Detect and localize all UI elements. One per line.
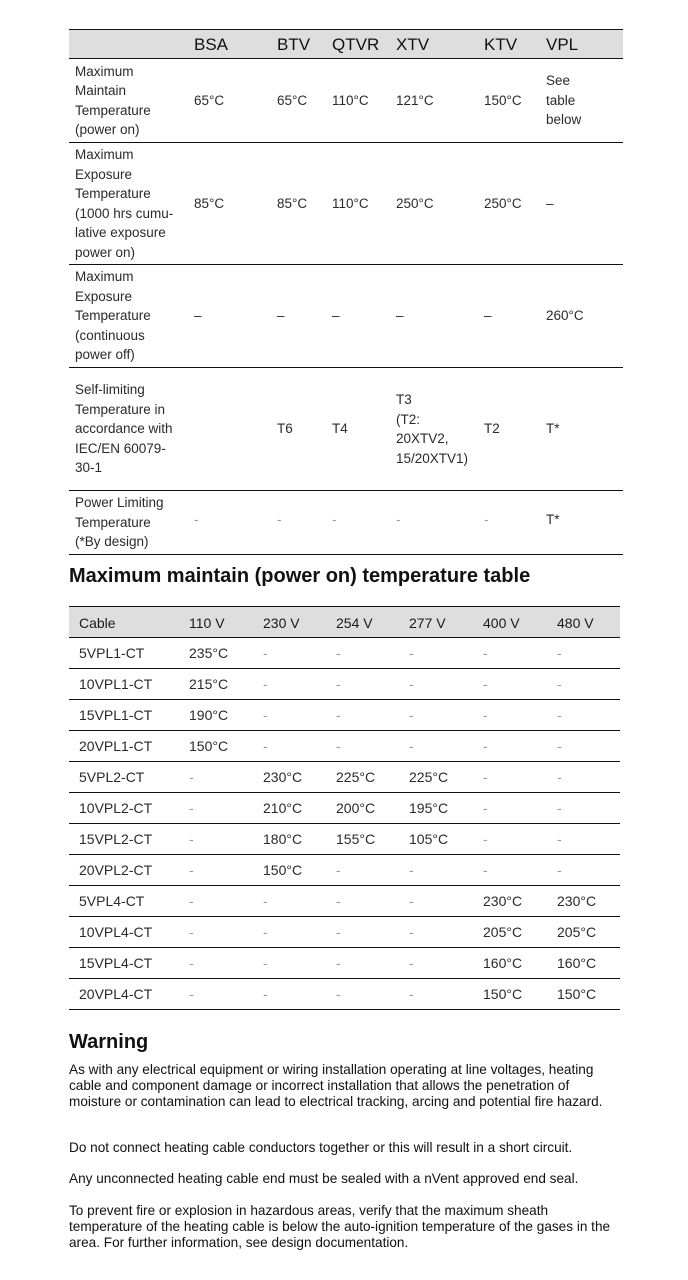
table-cell: - (483, 738, 488, 754)
table-cell: - (189, 924, 194, 940)
table-cell: - (263, 924, 268, 940)
table-cell: 121°C (396, 92, 434, 108)
table-cell: - (336, 707, 341, 723)
warning-paragraph: Any unconnected heating cable end must be sealed with a nVent approved end seal. (69, 1171, 579, 1186)
cable-name: 20VPL4-CT (79, 986, 153, 1002)
table-cell: - (483, 800, 488, 816)
table-cell: - (189, 831, 194, 847)
table-cell: 110°C (332, 195, 369, 211)
table-cell: - (194, 512, 199, 527)
table-cell: T6 (277, 421, 293, 437)
row-label: Self-limiting Temperature in accordance with IEC/EN 60079- 30-1 (75, 382, 173, 476)
table-cell: - (189, 986, 194, 1002)
table-cell: - (336, 986, 341, 1002)
table-cell: - (336, 676, 341, 692)
table-row (69, 59, 623, 143)
table-row (69, 265, 623, 368)
column-header: 110 V (189, 615, 225, 631)
table-cell: T4 (332, 421, 348, 437)
table-cell: - (409, 893, 414, 909)
table-row (69, 143, 623, 265)
table-cell: - (189, 800, 194, 816)
table-row (69, 731, 620, 762)
column-header-ktv: KTV (484, 35, 518, 54)
cable-name: 20VPL2-CT (79, 862, 153, 878)
table-cell: - (483, 769, 488, 785)
table-cell: 150°C (483, 986, 523, 1002)
table-cell: 230°C (263, 769, 303, 785)
table-row (69, 793, 620, 824)
table-cell: - (409, 924, 414, 940)
warning-paragraph: Do not connect heating cable conductors together or this will result in a short circuit. (69, 1140, 573, 1155)
column-header: 254 V (336, 615, 373, 631)
table-cell: 205°C (483, 924, 523, 940)
table-cell: - (409, 738, 414, 754)
table-cell: 210°C (263, 800, 303, 816)
table-cell: – (484, 308, 492, 324)
table-cell: – (194, 308, 202, 324)
row-label: Maximum Maintain Temperature (power on) (75, 63, 151, 137)
table-cell: - (483, 707, 488, 723)
table-row (69, 917, 620, 948)
table-cell: - (263, 707, 268, 723)
table-cell: 260°C (546, 308, 584, 324)
row-label: Maximum Exposure Temperature (continuous power off) (75, 269, 151, 363)
cable-name: 5VPL4-CT (79, 893, 145, 909)
cable-name: 5VPL2-CT (79, 769, 145, 785)
table-cell: T* (546, 421, 560, 437)
table-cell: 235°C (189, 645, 229, 661)
table-cell: – (277, 308, 285, 324)
table-cell: - (483, 676, 488, 692)
table-cell: 65°C (277, 92, 308, 108)
table-cell: - (557, 769, 562, 785)
section-title: Maximum maintain (power on) temperature table (69, 565, 531, 587)
table-cell: 85°C (277, 195, 308, 211)
column-header-qtvr: QTVR (332, 35, 380, 54)
table-cell: 160°C (557, 955, 597, 971)
column-header-btv: BTV (277, 35, 311, 54)
table-cell: - (336, 645, 341, 661)
table-cell: - (336, 955, 341, 971)
table-cell: - (409, 862, 414, 878)
table-cell: - (263, 955, 268, 971)
table-cell: - (189, 893, 194, 909)
table-row (69, 824, 620, 855)
table-cell: 215°C (189, 676, 229, 692)
table-row (69, 762, 620, 793)
table-row (69, 669, 620, 700)
table-row (69, 855, 620, 886)
cable-name: 15VPL2-CT (79, 831, 153, 847)
table-cell: - (557, 831, 562, 847)
column-header: 480 V (557, 615, 594, 631)
table-cell: 225°C (409, 769, 449, 785)
table-cell: - (409, 955, 414, 971)
table-cell: 85°C (194, 195, 225, 211)
table-cell: 205°C (557, 924, 597, 940)
table-cell: - (332, 512, 337, 527)
cable-name: 5VPL1-CT (79, 645, 145, 661)
table-cell: - (263, 676, 268, 692)
table-cell: - (557, 738, 562, 754)
cable-name: 20VPL1-CT (79, 738, 153, 754)
table-cell: - (409, 986, 414, 1002)
table-cell: 105°C (409, 831, 449, 847)
table-cell: - (277, 512, 282, 527)
table-cell: 155°C (336, 831, 376, 847)
cable-name: 10VPL4-CT (79, 924, 153, 940)
table-cell: 200°C (336, 800, 376, 816)
table-cell: T3 (T2: 20XTV2, 15/20XTV1) (396, 392, 469, 466)
table-cell: 230°C (483, 893, 523, 909)
table-cell: - (483, 831, 488, 847)
table-cell: - (336, 924, 341, 940)
table-cell: - (396, 512, 401, 527)
table-row (69, 979, 620, 1010)
table-cell: - (336, 862, 341, 878)
table-cell: T* (546, 512, 560, 527)
table-cell: - (263, 645, 268, 661)
table-cell: - (263, 893, 268, 909)
table-cell: 65°C (194, 92, 225, 108)
table-cell: - (557, 800, 562, 816)
table-cell: T2 (484, 421, 500, 437)
cable-name: 15VPL4-CT (79, 955, 153, 971)
column-header-xtv: XTV (396, 35, 430, 54)
table-header (69, 607, 620, 638)
table-cell: - (263, 986, 268, 1002)
table-cell: 150°C (263, 862, 303, 878)
row-label: Maximum Exposure Temperature (1000 hrs cumu- lative exposure power on) (75, 147, 174, 260)
table-cell: 225°C (336, 769, 376, 785)
table-cell: 190°C (189, 707, 229, 723)
warning-paragraph: As with any electrical equipment or wiring installation operating at line voltages, heating cable and component damage or incorrect installation that allows the penetration of moisture or contamination can lead to electrical tracking, arcing and potential fire hazard. (69, 1062, 603, 1109)
column-header: 230 V (263, 615, 300, 631)
table-cell: – (332, 308, 340, 324)
table-cell: - (189, 955, 194, 971)
table-cell: 250°C (484, 195, 522, 211)
table-cell: - (484, 512, 489, 527)
table-cell: 195°C (409, 800, 449, 816)
table-cell: - (557, 645, 562, 661)
table-cell: - (263, 738, 268, 754)
table-cell: 180°C (263, 831, 303, 847)
table-cell: 110°C (332, 92, 369, 108)
table-header (69, 30, 623, 59)
table-cell: See table below (546, 73, 582, 128)
row-label: Power Limiting Temperature (*By design) (75, 495, 164, 550)
column-header-bsa: BSA (194, 35, 229, 54)
table-cell: 230°C (557, 893, 597, 909)
cable-name: 10VPL1-CT (79, 676, 153, 692)
table-cell: - (483, 862, 488, 878)
table-cell: – (546, 195, 554, 211)
table-cell: - (336, 738, 341, 754)
table-row (69, 886, 620, 917)
table-cell: - (557, 676, 562, 692)
table-cell: – (396, 308, 404, 324)
table-row (69, 948, 620, 979)
table-row (69, 491, 623, 554)
cable-name: 10VPL2-CT (79, 800, 153, 816)
table-cell: - (189, 769, 194, 785)
column-header: 277 V (409, 615, 446, 631)
table-cell: - (409, 645, 414, 661)
table-cell: 150°C (484, 92, 522, 108)
table-row (69, 638, 620, 669)
cable-name: 15VPL1-CT (79, 707, 153, 723)
column-header-vpl: VPL (546, 35, 579, 54)
temperature-ratings-table (69, 29, 623, 555)
table-cell: - (483, 645, 488, 661)
table-cell: - (557, 862, 562, 878)
column-header: Cable (79, 615, 116, 631)
table-cell: 160°C (483, 955, 523, 971)
table-cell: - (557, 707, 562, 723)
max-maintain-temperature-table (69, 606, 620, 1010)
table-cell: 250°C (396, 195, 434, 211)
warning-title: Warning (69, 1031, 149, 1053)
table-cell: 150°C (557, 986, 597, 1002)
table-cell: - (409, 707, 414, 723)
table-cell: - (336, 893, 341, 909)
column-header: 400 V (483, 615, 520, 631)
warning-paragraph: To prevent fire or explosion in hazardous areas, verify that the maximum sheath temperature of the heating cable is below the auto-ignition temperature of the gases in the area. For further information, see design documentation. (69, 1203, 611, 1250)
table-cell: - (189, 862, 194, 878)
table-cell: - (409, 676, 414, 692)
table-row (69, 700, 620, 731)
table-row (69, 368, 623, 491)
table-cell: 150°C (189, 738, 229, 754)
